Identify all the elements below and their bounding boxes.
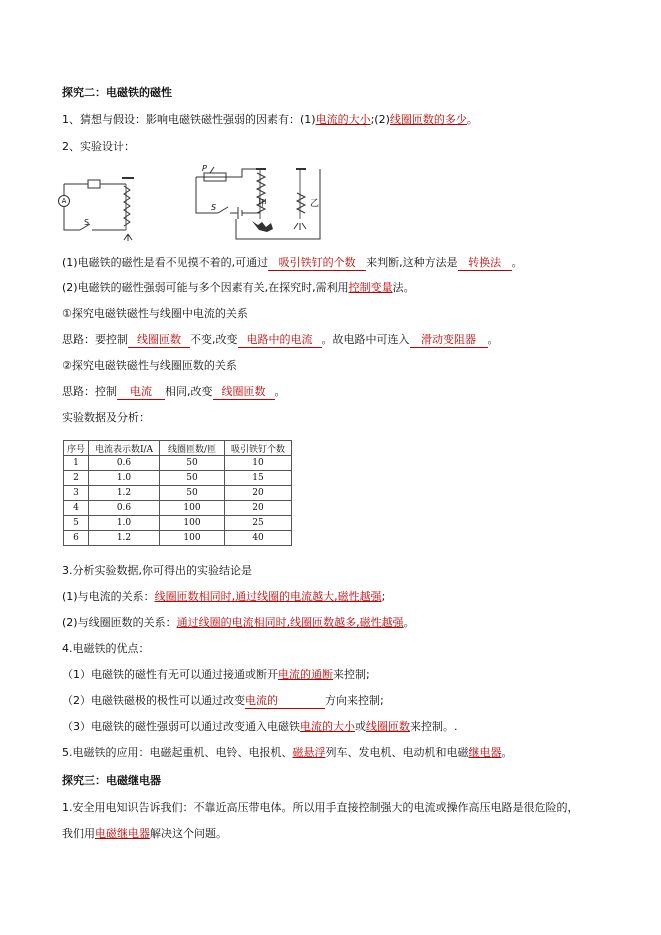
advantage-2: （2）电磁铁磁极的极性可以通过改变电流的 方向来控制; (62, 694, 384, 707)
p2-line: (2)电磁铁的磁性强弱可能与多个因素有关,在探究时,需利用控制变量法。 (62, 281, 415, 294)
table-cell: 0.6 (89, 501, 160, 516)
table-row (64, 531, 292, 546)
experiment2-idea: 思路：控制 电流 相同,改变 线圈匝数 。 (62, 385, 286, 398)
conclusion-turns: (2)与线圈匝数的关系：通过线圈的电流相同时,线圈匝数越多,磁性越强。 (62, 616, 415, 629)
answer-conversion-method: 转换法 (458, 256, 512, 271)
ammeter-icon: A (58, 195, 70, 207)
table-cell: 1.2 (89, 531, 160, 546)
answer-coil-turns-3: 线圈匝数 (366, 720, 410, 733)
switch2-label: S (211, 203, 217, 212)
table-cell: 0.6 (89, 456, 160, 471)
table-cell: 1 (64, 456, 89, 471)
table-cell: 4 (64, 501, 89, 516)
table-header-row (64, 441, 292, 456)
answer-on-off: 电流的通断 (278, 668, 333, 681)
answer-rheostat: 滑动变阻器 (410, 333, 488, 348)
table-cell: 20 (225, 501, 292, 516)
section3-title: 探究三：电磁继电器 (62, 774, 161, 787)
table-cell: 10 (225, 456, 292, 471)
experiment1-idea: 思路：要控制 线圈匝数 不变,改变 电路中的电流 。故电路中可连入 滑动变阻器 。 (62, 333, 499, 346)
circuit-diagram-1 (58, 170, 148, 246)
advantages-title: 4.电磁铁的优点： (62, 642, 150, 655)
nail-jia-label: 甲 (258, 199, 268, 209)
table-cell: 100 (160, 531, 225, 546)
table-cell: 1.0 (89, 516, 160, 531)
table-cell: 25 (225, 516, 292, 531)
section3-paragraph-2: 我们用电磁继电器解决这个问题。 (62, 827, 227, 840)
table-header: 吸引铁钉个数 (225, 441, 292, 456)
answer-coil-turns: 线圈匝数的多少 (389, 113, 467, 126)
q1-line: 1、猜想与假设：影响电磁铁磁性强弱的因素有：(1)电流的大小;(2)线圈匝数的多少。 (62, 113, 478, 126)
table-row (64, 486, 292, 501)
table-cell: 40 (225, 531, 292, 546)
answer-current-conclusion: 线圈匝数相同时,通过线圈的电流越大,磁性越强 (154, 590, 382, 603)
table-cell: 50 (160, 471, 225, 486)
table-header: 序号 (64, 441, 89, 456)
table-row (64, 501, 292, 516)
table-row (64, 516, 292, 531)
answer-current-direction: 电流的 (245, 694, 325, 709)
table-cell: 50 (160, 486, 225, 501)
nail-yi-label: 乙 (310, 199, 320, 209)
advantage-3: （3）电磁铁的磁性强弱可以通过改变通入电磁铁电流的大小或线圈匝数来控制。. (62, 720, 458, 733)
section2-title: 探究二：电磁铁的磁性 (62, 86, 172, 99)
table-cell: 3 (64, 486, 89, 501)
table-cell: 20 (225, 486, 292, 501)
table-cell: 1.0 (89, 471, 160, 486)
table-header: 线圈匝数/匝 (160, 441, 225, 456)
table-row (64, 471, 292, 486)
answer-circuit-current: 电路中的电流 (238, 333, 322, 348)
table-cell: 100 (160, 516, 225, 531)
answer-current-size: 电流的大小 (315, 113, 371, 126)
experiment2-title: ②探究电磁铁磁性与线圈匝数的关系 (62, 359, 237, 372)
answer-nail-count: 吸引铁钉的个数 (268, 256, 366, 271)
experiment1-title: ①探究电磁铁磁性与线圈中电流的关系 (62, 307, 248, 320)
advantage-1: （1）电磁铁的磁性有无可以通过接通或断开电流的通断来控制; (62, 668, 370, 681)
answer-maglev: 磁悬浮 (292, 746, 326, 759)
answer-turns-conclusion: 通过线圈的电流相同时,线圈匝数越多,磁性越强 (176, 616, 404, 629)
answer-control-variable: 控制变量 (348, 281, 393, 294)
answer-coil-turns-change: 线圈匝数 (213, 385, 275, 400)
applications-line: 5.电磁铁的应用：电磁起重机、电铃、电报机、磁悬浮列车、发电机、电动机和电磁继电器。 (62, 746, 513, 759)
section3-paragraph-1: 1.安全用电知识告诉我们：不靠近高压带电体。所以用手直接控制强大的电流或操作高压电路是很危险的， (62, 801, 579, 814)
answer-relay-solution: 电磁继电器 (95, 827, 150, 840)
p1-line: (1)电磁铁的磁性是看不见摸不着的,可通过 吸引铁钉的个数 来判断,这种方法是 转换法 。 (62, 256, 523, 269)
rheostat-label: P (202, 164, 207, 173)
conclusion-current: (1)与电流的关系：线圈匝数相同时,通过线圈的电流越大,磁性越强; (62, 590, 386, 603)
table-cell: 5 (64, 516, 89, 531)
answer-relay: 继电器 (468, 746, 502, 759)
table-cell: 2 (64, 471, 89, 486)
table-cell: 6 (64, 531, 89, 546)
answer-coil-turns-control: 线圈匝数 (128, 333, 190, 348)
answer-current-magnitude: 电流的大小 (300, 720, 355, 733)
table-cell: 100 (160, 501, 225, 516)
answer-current: 电流 (117, 385, 165, 400)
conclusion-title: 3.分析实验数据,你可得出的实验结论是 (62, 564, 252, 577)
experiment-data-table (63, 440, 292, 546)
table-cell: 50 (160, 456, 225, 471)
switch-label: S (84, 218, 90, 227)
table-cell: 1.2 (89, 486, 160, 501)
table-cell: 15 (225, 471, 292, 486)
table-row (64, 456, 292, 471)
data-analysis-title: 实验数据及分析： (62, 411, 150, 424)
q2-line: 2、实验设计： (62, 140, 135, 153)
table-header: 电流表示数I/A (89, 441, 160, 456)
